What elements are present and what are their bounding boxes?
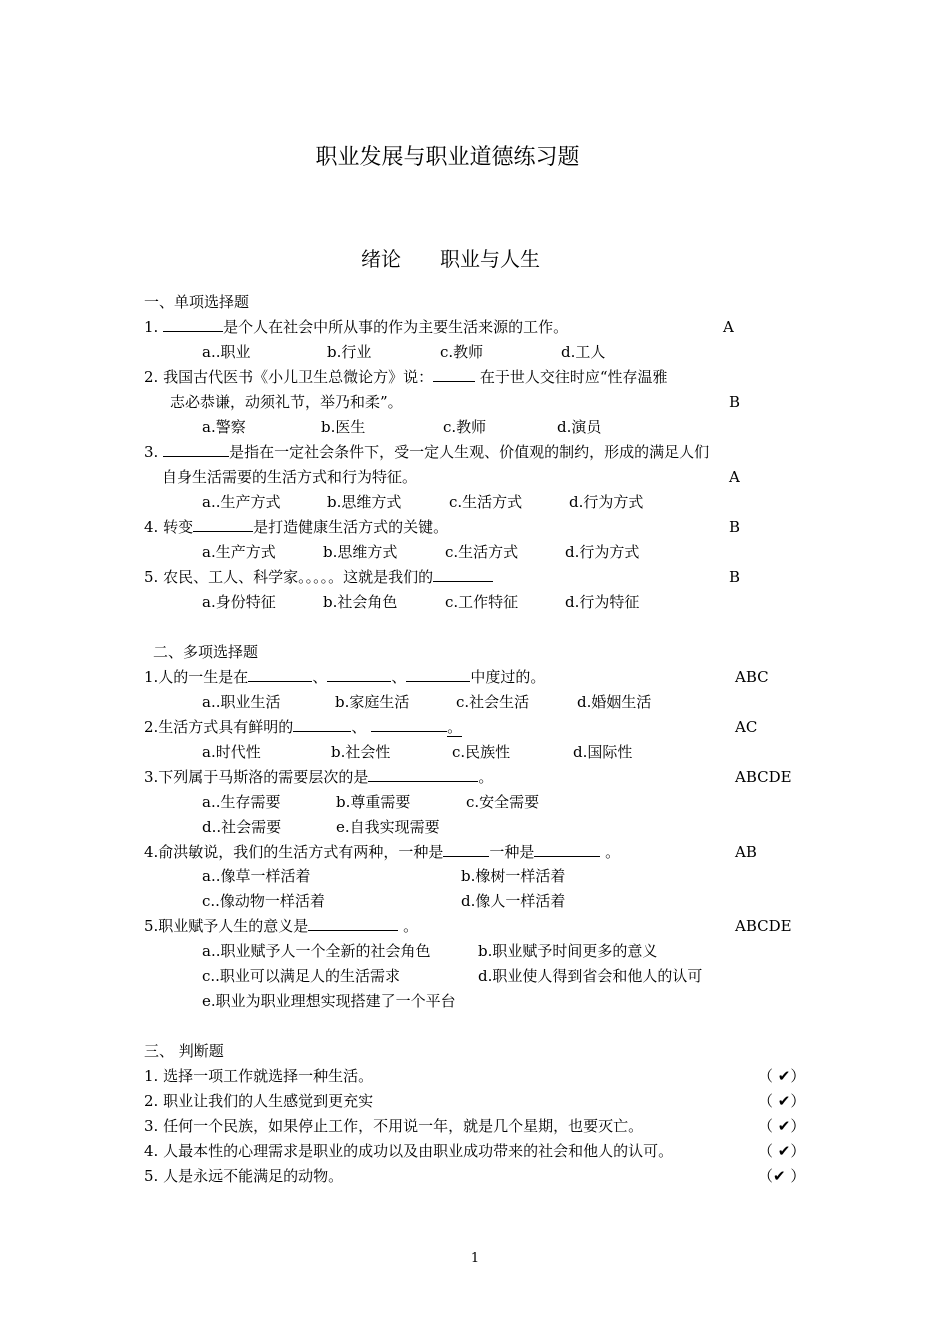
check-mark: （ ✔） [758,1142,806,1160]
option: d.演员 [557,418,602,436]
option: c.工作特征 [445,593,519,611]
option: a..生存需要 [202,793,281,811]
check-mark: （ ✔） [758,1067,806,1085]
question-body: 5.职业赋予人生的意义是 [144,917,309,935]
option: c.民族性 [452,743,511,761]
question-text [144,916,418,936]
option: d.国际性 [573,743,633,761]
check-mark: （ ✔） [758,1092,806,1110]
question-body: 4. 转变 [144,518,194,536]
answer-key: AB [735,843,757,861]
option: d.行为方式 [569,493,644,511]
answer-key: A [729,468,740,486]
statement: 4. 人最本性的心理需求是职业的成功以及由职业成功带来的社会和他人的认可。 [144,1142,674,1160]
answer-blank [433,367,475,382]
option: b.尊重需要 [336,793,411,811]
answer-key: B [729,518,741,536]
option: d.职业使人得到省会和他人的认可 [478,967,703,985]
option: b.思维方式 [327,493,402,511]
option: c.生活方式 [445,543,519,561]
option: d.像人一样活着 [461,892,566,910]
option: b.医生 [321,418,366,436]
answer-key: ABC [735,668,769,686]
answer-blank [371,717,447,732]
answer-key: AC [735,718,758,736]
section-heading-true-false: 三、 判断题 [144,1042,224,1060]
option: e.自我实现需要 [336,818,440,836]
answer-blank [443,842,489,857]
option: c.教师 [440,343,484,361]
option: a.时代性 [202,743,261,761]
answer-blank [163,317,223,332]
question-body: 。 [478,768,494,786]
section-heading-multiple-choice: 二、多项选择题 [153,643,259,661]
question-body: 是指在一定社会条件下，受一定人生观、价值观的制约，形成的满足人们 [229,443,710,461]
check-mark: （ ✔） [758,1117,806,1135]
question-number: 3. [144,443,159,461]
chapter-label: 绪论 [361,247,401,271]
answer-blank [193,517,253,532]
answer-blank [534,842,600,857]
answer-blank [368,767,478,782]
question-body: 。 [605,843,621,861]
option: a..职业赋予人一个全新的社会角色 [202,942,431,960]
question-body: 一种是 [489,843,535,861]
answer-key: B [729,568,741,586]
question-body: 。 [447,718,463,736]
statement: 1. 选择一项工作就选择一种生活。 [144,1067,374,1085]
option: b.行业 [327,343,372,361]
answer-blank [308,916,398,931]
option: a.警察 [202,418,246,436]
check-mark: （✔ ） [758,1167,806,1185]
question-text [144,442,709,462]
option: c.生活方式 [449,493,523,511]
question-text [144,717,462,737]
answer-key: ABCDE [735,768,792,786]
question-body: 中度过的。 [470,668,546,686]
option: a..职业生活 [202,693,281,711]
separator: 、 [351,718,367,736]
question-text [144,842,620,862]
chapter-name: 职业与人生 [440,247,540,271]
question-text [144,317,568,337]
option: d.婚姻生活 [577,693,652,711]
option: d.行为方式 [565,543,640,561]
answer-key: B [729,393,741,411]
option: a..像草一样活着 [202,867,311,885]
option: c.社会生活 [456,693,530,711]
statement: 2. 职业让我们的人生感觉到更充实 [144,1092,374,1110]
option: b.职业赋予时间更多的意义 [478,942,658,960]
question-text [144,367,668,387]
statement: 3. 任何一个民族，如果停止工作，不用说一年，就是几个星期，也要灭亡。 [144,1117,644,1135]
question-text [144,767,493,787]
option: a..职业 [202,343,251,361]
option: b.社会角色 [323,593,398,611]
question-text: 自身生活需要的生活方式和行为特征。 [162,468,418,486]
question-body: 5. 农民、工人、科学家。。。。。这就是我们的 [144,568,434,586]
answer-blank [327,667,391,682]
option: b.橡树一样活着 [461,867,566,885]
option: c..职业可以满足人的生活需求 [202,967,400,985]
page-number: 1 [470,1251,480,1266]
question-text [144,667,545,687]
question-number: 1. [144,318,159,336]
option: b.思维方式 [323,543,398,561]
question-body: 2. 我国古代医书《小儿卫生总微论方》说： [144,368,434,386]
answer-blank [406,667,470,682]
answer-blank [433,567,493,582]
question-body: 是个人在社会中所从事的作为主要生活来源的工作。 [223,318,569,336]
option: d.行为特征 [565,593,640,611]
answer-key: ABCDE [735,917,792,935]
option: c.安全需要 [466,793,540,811]
option: e.职业为职业理想实现搭建了一个平台 [202,992,456,1010]
option: b.社会性 [331,743,391,761]
option: d..社会需要 [202,818,282,836]
separator: 、 [312,668,328,686]
question-text [144,517,448,537]
option: c.教师 [443,418,487,436]
answer-key: A [723,318,734,336]
question-body: 3.下列属于马斯洛的需要层次的是 [144,768,369,786]
answer-blank [293,717,351,732]
answer-blank [248,667,312,682]
question-body: 4.俞洪敏说，我们的生活方式有两种，一种是 [144,843,444,861]
option: c..像动物一样活着 [202,892,325,910]
option: a.身份特征 [202,593,276,611]
option: a..生产方式 [202,493,281,511]
question-body: 1.人的一生是在 [144,668,249,686]
question-body: 在于世人交往时应“性存温雅 [479,368,668,386]
question-text: 志必恭谦，动须礼节，举乃和柔”。 [170,393,403,411]
section-heading-single-choice: 一、单项选择题 [144,293,250,311]
question-body: 是打造健康生活方式的关键。 [253,518,449,536]
statement: 5. 人是永远不能满足的动物。 [144,1167,344,1185]
option: a.生产方式 [202,543,276,561]
option: d.工人 [561,343,606,361]
question-body: 2.生活方式具有鲜明的 [144,718,294,736]
question-body: 。 [403,917,419,935]
answer-blank [163,442,229,457]
separator: 、 [391,668,407,686]
question-text [144,567,493,587]
page-title: 职业发展与职业道德练习题 [315,145,580,170]
option: b.家庭生活 [335,693,410,711]
